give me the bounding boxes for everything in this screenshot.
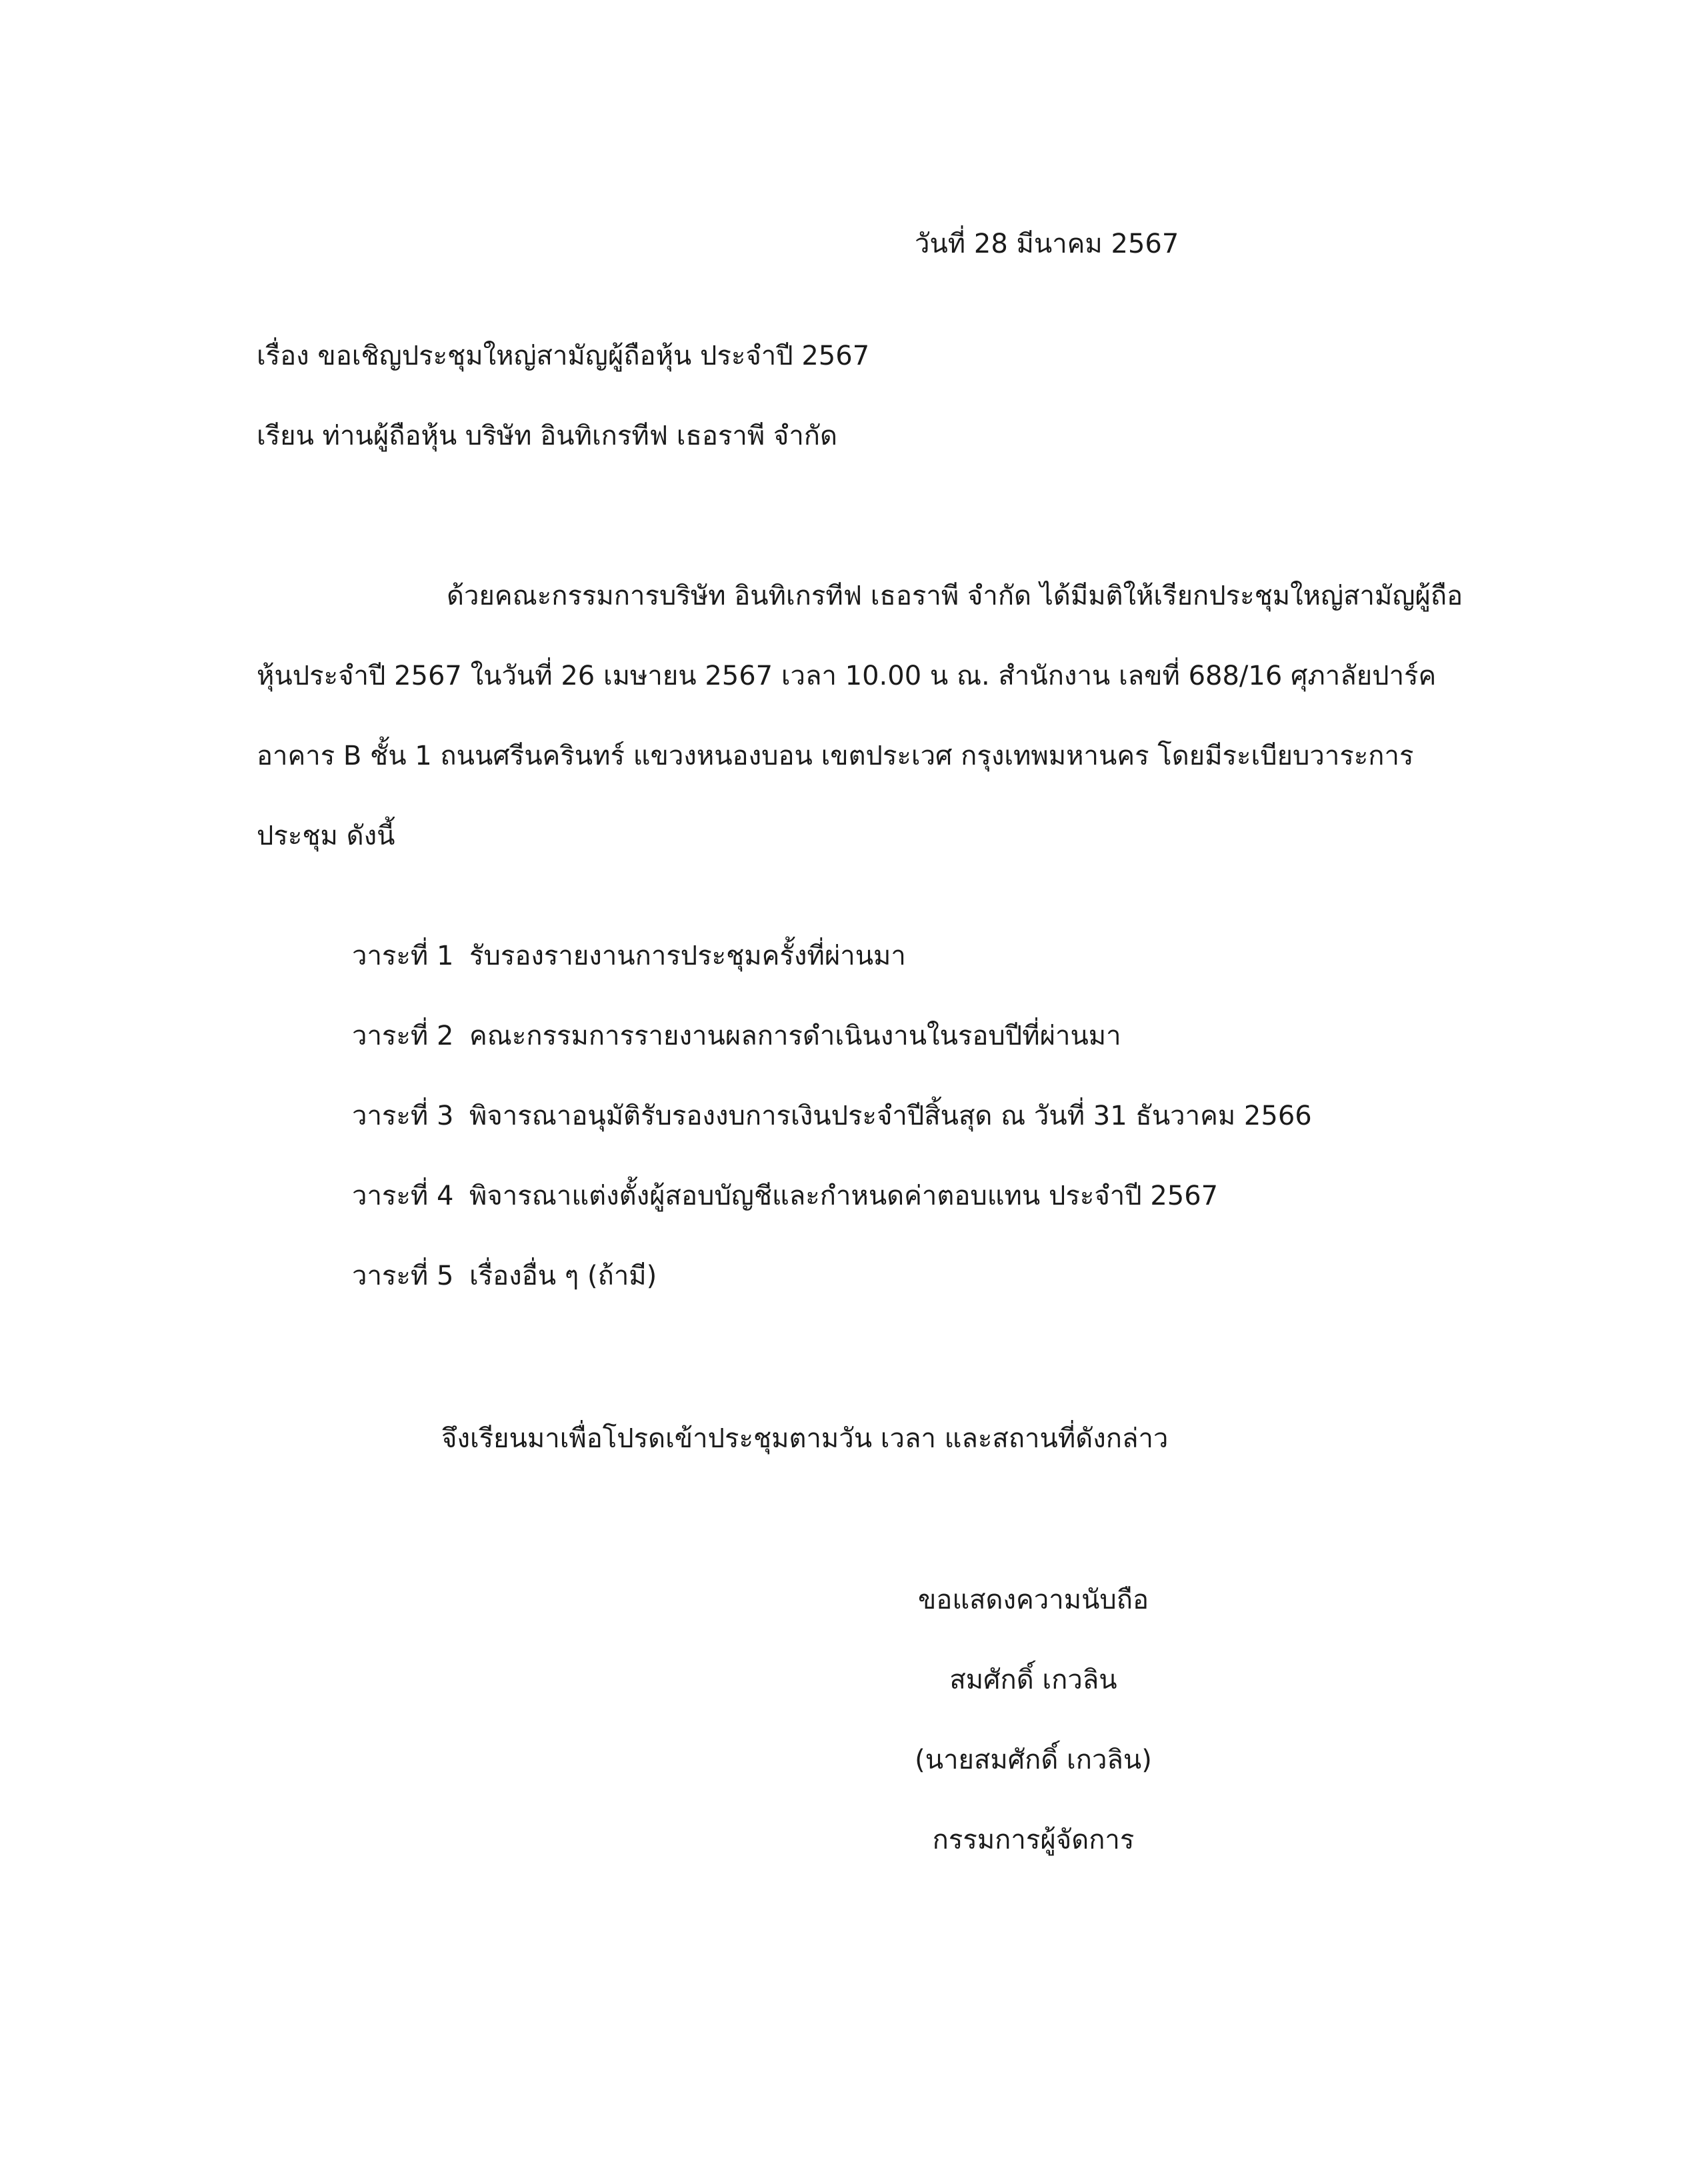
agenda-text: พิจารณาแต่งตั้งผู้สอบบัญชีและกำหนดค่าตอบแทน ประจำปี 2567 bbox=[469, 1181, 1219, 1211]
agenda-item bbox=[352, 1097, 1312, 1135]
agenda-text: คณะกรรมการรายงานผลการดำเนินงานในรอบปีที่ผ่านมา bbox=[469, 1021, 1121, 1051]
body-line: ประชุม ดังนี้ bbox=[257, 821, 395, 851]
agenda-number: วาระที่ 1 bbox=[352, 941, 454, 971]
closing-regards: ขอแสดงความนับถือ bbox=[917, 1585, 1149, 1615]
closing-sentence: จึงเรียนมาเพื่อโปรดเข้าประชุมตามวัน เวลา และสถานที่ดังกล่าว bbox=[441, 1423, 1169, 1454]
agenda-number: วาระที่ 5 bbox=[352, 1261, 454, 1291]
agenda-number: วาระที่ 4 bbox=[352, 1181, 454, 1211]
letter-date: วันที่ 28 มีนาคม 2567 bbox=[915, 229, 1179, 259]
body-line: อาคาร B ชั้น 1 ถนนศรีนครินทร์ แขวงหนองบอน เขตประเวศ กรุงเทพมหานคร โดยมีระเบียบวาระการ bbox=[257, 741, 1414, 771]
agenda-number: วาระที่ 3 bbox=[352, 1101, 454, 1131]
body-line: หุ้นประจำปี 2567 ในวันที่ 26 เมษายน 2567 เวลา 10.00 น ณ. สำนักงาน เลขที่ 688/16 ศุภาลัยปาร์ค bbox=[257, 661, 1437, 691]
letter-recipient: เรียน ท่านผู้ถือหุ้น บริษัท อินทิเกรทีฟ เธอราพี จำกัด bbox=[257, 421, 837, 451]
agenda-text: เรื่องอื่น ๆ (ถ้ามี) bbox=[469, 1261, 657, 1291]
agenda-item bbox=[352, 1257, 657, 1295]
signer-full-name: (นายสมศักดิ์ เกวลิน) bbox=[915, 1745, 1152, 1775]
signer-name: สมศักดิ์ เกวลิน bbox=[949, 1665, 1117, 1695]
agenda-item bbox=[352, 1017, 1121, 1055]
agenda-item bbox=[352, 1177, 1218, 1215]
agenda-text: รับรองรายงานการประชุมครั้งที่ผ่านมา bbox=[469, 941, 906, 971]
agenda-number: วาระที่ 2 bbox=[352, 1021, 454, 1051]
body-line: ด้วยคณะกรรมการบริษัท อินทิเกรทีฟ เธอราพี จำกัด ได้มีมติให้เรียกประชุมใหญ่สามัญผู้ถือ bbox=[447, 581, 1463, 611]
agenda-text: พิจารณาอนุมัติรับรองงบการเงินประจำปีสิ้นสุด ณ วันที่ 31 ธันวาคม 2566 bbox=[469, 1101, 1312, 1131]
agenda-item bbox=[352, 937, 906, 975]
signer-position: กรรมการผู้จัดการ bbox=[932, 1825, 1135, 1855]
letter-subject: เรื่อง ขอเชิญประชุมใหญ่สามัญผู้ถือหุ้น ประจำปี 2567 bbox=[257, 341, 870, 371]
